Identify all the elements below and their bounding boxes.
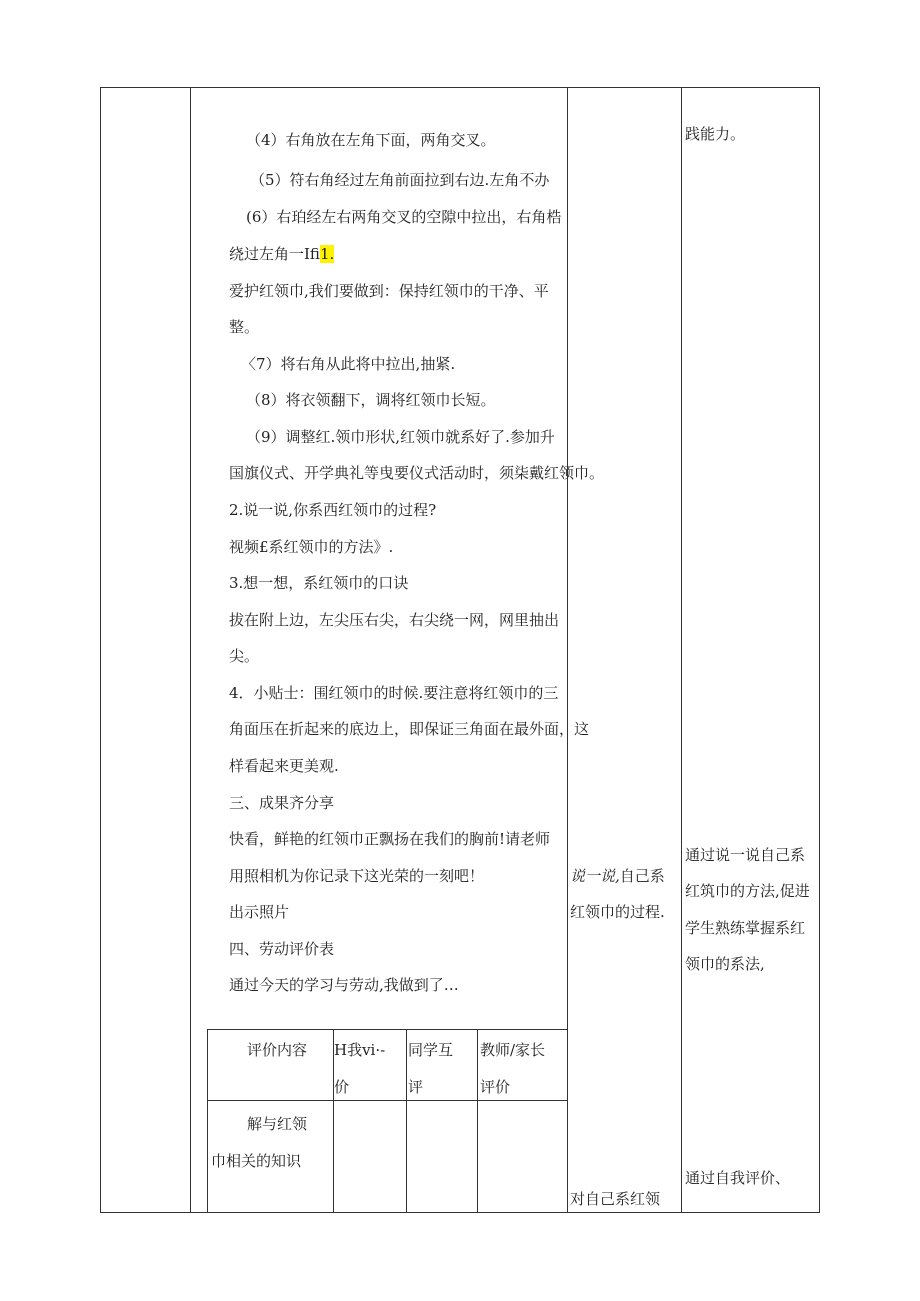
intent-text-4: 领巾的系法, <box>685 955 765 973</box>
section-4-tip: 4．小贴士：围红领巾的时候.要注意将红领巾的三 <box>229 684 559 702</box>
tip-cont-1: 角面压在折起来的底边上，即保证三角面在最外面，这 <box>229 720 590 738</box>
evaluation-intro: 通过今天的学习与劳动,我做到了… <box>229 976 459 994</box>
column-divider-1 <box>190 87 191 1213</box>
heading-evaluation: 四、劳动评价表 <box>229 940 335 958</box>
eval-row1-content-cont: 巾相关的知识 <box>211 1152 302 1170</box>
column-divider-3 <box>681 87 682 1213</box>
activity-text <box>570 866 665 886</box>
show-photo: 出示照片 <box>229 903 290 921</box>
intent-text-2: 红筑巾的方法,促进 <box>685 882 810 900</box>
table-left-border <box>100 87 101 1213</box>
eval-header-teacher: 教师/家长 <box>480 1041 546 1059</box>
intent-text-1: 通过说一说自己系 <box>685 846 806 864</box>
eval-header-teacher-cont: 评价 <box>480 1078 511 1096</box>
care-note: 爱护红领巾,我们要做到：保持红领巾的干净、平 <box>229 282 549 300</box>
eval-header-self-cont: 价 <box>334 1078 350 1096</box>
rhyme-cont: 尖。 <box>229 647 260 665</box>
step-6: (6）右珀经左右两角交叉的空隙中拉出，右角梏 <box>246 208 562 226</box>
step-5: （5）符右角经过左角前面拉到右边.左角不办 <box>250 171 550 189</box>
step-6-cont <box>229 244 334 264</box>
eval-table-row-divider <box>207 1100 568 1101</box>
step-4: （4）右角放在左角下面，两角交叉。 <box>246 131 496 149</box>
heading-share: 三、成果齐分享 <box>229 794 335 812</box>
column-divider-2 <box>567 87 568 1213</box>
eval-header-peer: 同学互 <box>408 1041 454 1059</box>
step-9: （9）调整红.领巾形状,红领巾就系好了.参加升 <box>246 428 555 446</box>
table-bottom-border <box>100 1212 820 1213</box>
activity-text-cont: 红领巾的过程. <box>570 903 665 921</box>
eval-header-content: 评价内容 <box>247 1041 308 1059</box>
activity-text-2: 对自己系红领 <box>570 1190 661 1208</box>
table-right-border <box>819 87 820 1213</box>
intent-text-top: 践能力。 <box>685 125 746 143</box>
eval-table-top <box>207 1029 568 1030</box>
intent-text-3: 学生熟练掌握系红 <box>685 919 806 937</box>
share-text-cont: 用照相机为你记录下这光荣的一刻吧！ <box>229 867 485 885</box>
activity-text-italic: 说一说, <box>570 867 620 885</box>
eval-col-divider-2 <box>406 1029 407 1212</box>
care-note-cont: 整。 <box>229 318 260 336</box>
step-6-cont-text: 绕过左角一Ifi <box>229 245 320 263</box>
step-7: 〈7）将右角从此将中拉出,抽紧. <box>241 355 456 373</box>
eval-table-left <box>207 1029 208 1212</box>
highlighted-text: 1. <box>319 245 335 263</box>
step-9-cont: 国旗仪式、开学典礼等曳要仪式活动时，须柒戴红领巾。 <box>229 464 605 482</box>
eval-header-peer-cont: 评 <box>408 1078 424 1096</box>
table-top-border <box>100 87 820 88</box>
share-text: 快看，鲜艳的红领巾正飘扬在我们的胸前!请老师 <box>229 830 551 848</box>
section-2: 2.说一说,你系西红领巾的过程? <box>229 501 437 519</box>
intent-text-5: 通过自我评价、 <box>685 1169 791 1187</box>
step-8: （8）将衣领翻下，调将红领巾长短。 <box>246 391 496 409</box>
eval-col-divider-3 <box>477 1029 478 1212</box>
section-3: 3.想一想，系红领巾的口诀 <box>229 574 409 592</box>
video-note: 视频£系红领巾的方法》. <box>229 538 394 556</box>
eval-row1-content: 解与红领 <box>247 1115 308 1133</box>
eval-header-self: H我vi·- <box>334 1041 386 1059</box>
activity-text-rest: 自己系 <box>619 867 665 885</box>
rhyme: 拔在附上边，左尖压右尖，右尖绕一网，网里抽出 <box>229 611 560 629</box>
tip-cont-2: 样看起来更美观. <box>229 757 339 775</box>
